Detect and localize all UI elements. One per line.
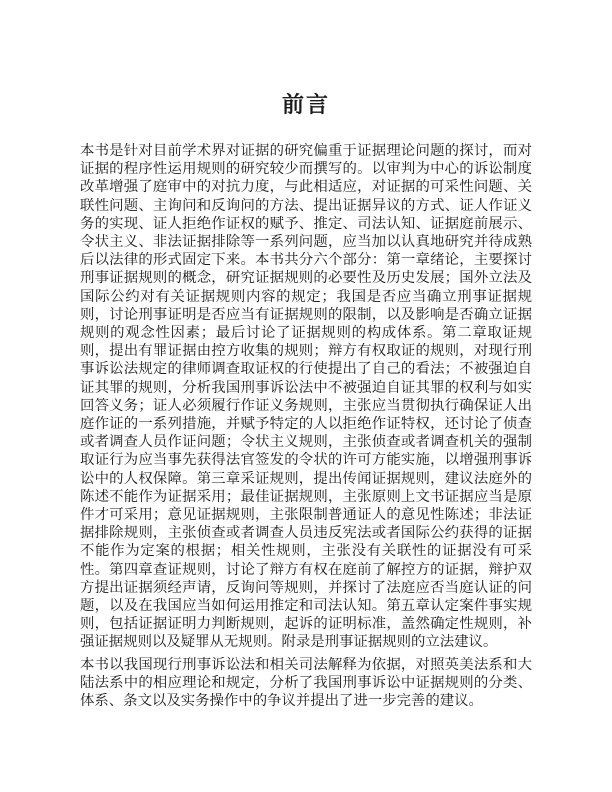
preface-paragraph-1: 本书是针对目前学术界对证据的研究偏重于证据理论问题的探讨，而对证据的程序性运用规则的研究较少而撰写的。以审判为中心的诉讼制度改革增强了庭审中的对抗力度，与此相适应，对证据的可采性问题、关联性问题、主询问和反询问的方法、提出证据异议的方式、证人作证义务的实现、证人拒绝作证权的赋予、推定、司法认知、证据庭前展示、令状主义、非法证据排除等一系列问题，应当加以认真地研究并待成熟后以法律的形式固定下来。本书共分六个部分：第一章绪论，主要探讨刑事证据规则的概念，研究证据规则的必要性及历史发展；国外立法及国际公约对有关证据规则内容的规定；我国是否应当确立刑事证据规则，讨论刑事证明是否应当有证据规则的限制，以及影响是否确立证据规则的观念性因素；最后讨论了证据规则的构成体系。第二章取证规则，提出有罪证据由控方收集的规则；辩方有权取证的规则，对现行刑事诉讼法规定的律师调查取证权的行使提出了自己的看法；不被强迫自证其罪的规则，分析我国刑事诉讼法中不被强迫自证其罪的权利与如实回答义务；证人必须履行作证义务规则，主张应当贯彻执行确保证人出庭作证的一系列措施，并赋予特定的人以拒绝作证特权，还讨论了侦查或者调查人员作证问题；令状主义规则，主张侦查或者调查机关的强制取证行为应当事先获得法官签发的令状的许可方能实施，以增强刑事诉讼中的人权保障。第三章采证规则，提出传闻证据规则，建议法庭外的陈述不能作为证据采用；最佳证据规则，主张原则上文书证据应当是原件才可采用；意见证据规则，主张限制普通证人的意见性陈述；非法证据排除规则，主张侦查或者调查人员违反宪法或者国际公约获得的证据不能作为定案的根据；相关性规则，主张没有关联性的证据没有可采性。第四章查证规则，讨论了辩方有权在庭前了解控方的证据，辩护双方提出证据须经声请，反询问等规则，并探讨了法庭应否当庭认证的问题，以及在我国应当如何运用推定和司法认知。第五章认定案件事实规则，包括证据证明力判断规则，起诉的证明标准，盖然确定性规则，补强证据规则以及疑罪从无规则。附录是刑事证据规则的立法建议。 bbox=[80, 143, 532, 651]
page-title: 前言 bbox=[281, 93, 330, 118]
preface-paragraph-2: 本书以我国现行刑事诉讼法和相关司法解释为依据，对照英美法系和大陆法系中的相应理论和规定，分析了我国刑事诉讼中证据规则的分类、体系、条文以及实务操作中的争议并提出了进一步完善的建议。 bbox=[80, 657, 532, 710]
